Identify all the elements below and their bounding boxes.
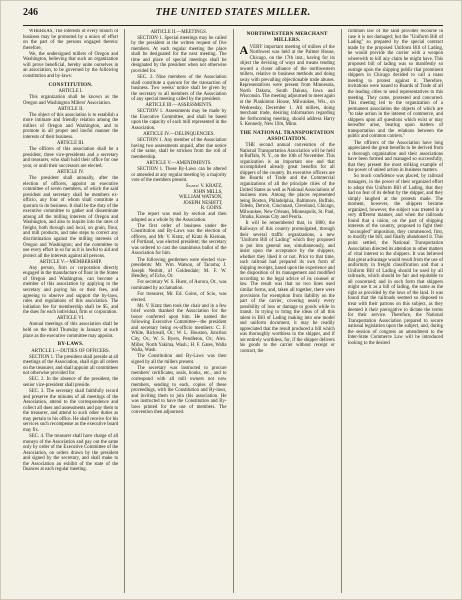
text-columns [23,29,443,593]
masthead-title: THE UNITED STATES MILLER. [155,7,311,18]
paragraph: It will be remembered that, in 1880, the Railways of this country promulgated, through their several traffic organizations, a new "Uniform Bill of Lading" which they proposed to put into general use, simultaneously, and insist upon the acceptance by the shippers, whether they liked it or not. Prior to that time, each railroad had prepared its own form of shipping receipts, based upon the experience and the disposition of its management and modified according to the legal advice of its counsel or law. The result was that no two lines used similar forms, and, taken all together, there were provisions for exemption from liability on the part of the carrier, covering nearly every possibility of loss or damage to goods while in transit. In trying to bring the ideas of all this talent in Bill of Lading making into one model and uniform document, it may be readily appreciated that the result produced a bill which was thoroughly worthless to the shipper, and if not entirely worthless, for, if the shipper delivers his goods to the carrier without receipt or contract, the [239,221,335,355]
signature-line: R. GOINS. [200,206,223,212]
page-number: 246 [23,7,38,18]
paragraph: The officers of the Association have long appreciated the great benefits to be derived from a thorough organization and their associations have been formed and managed so successfully, that they present the most striking example of the power of united action in business matters. [347,140,443,174]
column-divider [233,29,234,593]
paragraph: So much confidence was placed, by railroad managers, in the power of their organized effort to adopt this Uniform Bill of Lading, that they had no fear of its defeat by the shipper, and they simply laughed at the protests made. The moment, however, the shippers became organized, however, the subject was treated in a very different manner, and when the railroads found that a union, on the part of shipping interests of the country, proposed to fight their "uncoupled" imposition, they commenced, first, to modify the bill, and finally abandoned it. This point settled, the National Transportation Association directed its attention to other matters of vital interest to the shippers. It was believed that great advantage would result from the use of uniformity in freight classification and that a Uniform Bill of Lading should be used by all railroads, which should be fair and equitable to all concerned; and in such form that shippers might use it as a bill of lading, the same as the right as provided by the laws of the land. It was found that the railroads seemed so disposed to treat with their patrons on this subject, as they deemed it their prerogative to dictate the terms for their service. Therefore, the National Transportation Association prepared to secure national legislation upon the subject, and, during the session of congress an amendment to the Inter-State Commerce Law will be introduced looking to the desired [347,174,443,346]
paragraph: The president shall annually, after the election of officers, appoint an executive committee of seven members, of which the said president and secretary shall be members ex-officio, any four of whom shall constitute a quorum to do business. It shall be the duty of the executive committee to gather and disseminate among all the milling interests of Oregon and Washington, and also to inquire into the rates of freight, both through and local, on grain, flour, and mill products, and take steps to correct any discrimination against the milling interests of Oregon and Washington; and the committee to use every effort in so far as it is lawful to aid and protect all the interests against all persons. [23,176,119,259]
article-heading: ARTICLE IV. [57,169,85,175]
paragraph: The secretary was instructed to procure members' certificates, seals, books, etc., and to correspond with all mill owners not now members, sending to each, copies of these proceedings, with the Constitution and By-laws, and inviting them to join this association. He was instructed to have the Constitution and By-laws printed for the use of members. The convention then adjourned. [131,365,227,416]
column-1 [23,29,118,593]
article-heading: ARTICLE III. [56,141,85,147]
signature-line: JOHN MILLS, [193,189,223,195]
paragraph: Any person, firm or corporation directly engaged in the manufacture of flour in the States of Oregon and Washington, can become a member of this association by applying to the secretary and paying his or their fees, and agreeing to observe and support the by-laws, rules and regulations of this association. The initiation fee for membership shall be $5, and the dues for each individual, firm or corporation. [23,265,119,316]
paragraph: Annual meetings of this association shall be held on the third Thursday in January at such place as the executive committee may appoint. [23,322,119,339]
paragraph: SECTION 1. These By-Laws can be altered or amended at any regular meeting by a majority vote of the members present. [131,167,227,184]
article-heading: ARTICLE V.—MEMBERSHIP. [39,259,102,265]
paragraph: SEC. 3. The secretary shall faithfully record and preserve the minutes of all meetings of the Association, attend to the correspondence and collect all dues and assessments and pay them to the treasurer, and attend to such other duties as may pertain to his office. He shall receive for his services such recompense as the executive board may fix. [23,389,119,433]
drop-cap: A [239,43,249,57]
paragraph: Mr. V. Kratz then took the chair and in a few brief words thanked the Association for the honor conferred upon him. He named the following Executive Committee—the president and secretary being ex-officio members: C. F. White, Rickreall, Or.; W. L. Houston, Junction City, Or.; W. S. Byers, Pendleton, Or.; Alex. Miller, North Yakima, Wash.; H. F. Gates, Walla Walla, Wash. [131,303,227,354]
paragraph-text: VERY important meeting of millers of the Northwest was held at the Palmer House, Chicago, on the 17th inst., having for its object the devising of ways and means tending toward a closer alliance of the northwestern millers, relative to business methods and doing away with prevailing objectionable trade abuses. Representatives were present from Minnesota, North Dakota, South Dakota, Iowa and Wisconsin. The meeting adjourned to meet again at the Plankinton House, Milwaukee, Wis., on Wednesday, December 1. All millers, doing merchant trade, desiring information regarding the forthcoming meeting, should address Harry S. Kennedy, New Ulm, Minn. [239,44,335,128]
signature-line: Signed: V. KRATZ, [185,184,223,190]
article-heading: ARTICLE V.—AMENDMENTS. [146,160,212,166]
signature-line: WILLIAM WATSON, [179,195,223,201]
paragraph: common law of the land provides recourse in case it is not damaged; but the "Uniform Bill of Lading" so prepared by the special contract made by the proposed Uniform Bill of Lading, he would provide the carrier with a weapon wherewith to kill any claim he might have. This proposed bill of lading was so manifestly so outrage upon the shipping public that prominent shippers in Chicago decided to call a mass meeting to protest against it. Therefore, invitations were issued to Boards of Trade of all the leading cities to send representatives to this meeting. They came, protested and concurred. This meeting led to the organization of a permanent association the objects of which are "to take action in the interest of commerce, and shippers upon all questions which exist or may hereafter arise, bearing upon matters of transportation and the relations between the public and common carriers." [347,29,443,140]
column-4 [348,29,443,593]
column-2 [131,29,226,593]
paragraph: The officers of this association shall be a president, three vice-presidents and a secretary and treasurer, who shall hold their office for one year, or until their successors are elected. [23,147,119,169]
article-headline: NORTHWESTERN MERCHANT MILLERS. [246,31,328,43]
paragraph: SECTION 1. The president shall preside at all meetings of the Association, shall sign all orders on the treasurer, and shall appoint all committees not otherwise provided for. [23,354,119,377]
article-heading: ARTICLE IV.—DELINQUENCIES. [143,132,215,138]
paragraph: SECTION 1. Any member of the Association having two assessments unpaid, after due notice of the same, shall be stricken from the roll of membership. [131,138,227,160]
paragraph: The object of this association is to establish a more intimate and friendly relation among the millers of Oregon and Washington, and to promote in all proper and lawful manner the interests of their business. [23,112,119,140]
article-heading: ARTICLE II.—MEETINGS. [150,29,208,35]
article-heading: ARTICLE III.—ASSESSMENTS. [145,103,213,109]
paragraph: WHEREAS, The interests of every branch of business may be promoted by a union of effort on the part of the persons engaged therein: therefore, [23,29,119,51]
section-heading: BY-LAWS. [57,341,84,348]
article-headline: THE NATIONAL TRANSPORTATION ASSOCIATION. [240,129,335,142]
article-heading: ARTICLE I.—DUTIES OF OFFICERS. [31,348,110,354]
paragraph: This organization shall be known as the Oregon and Washington Millers' Association. [23,95,119,106]
paragraph: The Constitution and By-Laws was then signed by all the millers present. [131,354,227,365]
column-3 [240,29,335,593]
paragraph: SEC. 2. In the absence of the president, the senior vice-president shall preside. [23,377,119,388]
paragraph: The first order of business under the Constitution and By-Laws was the election of officers, and Mr. V. Kratz, of Kratz & Kiernan, of Portland, was elected president; the secretary was ordered to cast the unanimous ballot of the Association for him. [131,223,227,257]
page-header [23,7,443,25]
paragraph: The following gentlemen were elected vice-presidents: Mr. Wm. Watson, of Tacoma; J. Joseph Nesbitt, of Goldendale; M. F. W. Hendley, of Echo, Or. [131,257,227,280]
article-heading: ARTICLE I. [58,89,83,95]
section-heading: CONSTITUTION. [48,81,93,88]
signature-line: JOSEPH NESBITT, [183,200,223,206]
paragraph: SECTION 1. Special meetings may be called by the president at the written request of five members. At each regular meeting the place shall be designated for the next meeting. The time and place of special meetings shall be designated by the president when not otherwise provided for. [131,35,227,74]
paragraph [240,45,335,128]
paragraph: SEC. 2. Nine members of the Association shall constitute a quorum for the transaction of business. Two weeks' notice shall be given by the secretary to all members of the Association of any special meeting called by the president. [131,74,227,103]
paragraph: For secretary W. S. Hurst, of Aurora, Or., was nominated by acclamation. [131,280,227,291]
article-heading: ARTICLE VI. [56,316,85,322]
paragraph: SECTION 1. Assessments may be made by the Executive Committee, and shall be based upon the capacity of each mill represented in the Association. [131,109,227,131]
column-divider [341,29,342,593]
header-rule [23,25,443,26]
paragraph: THE second annual convention of the National Transportation Association will be held at Buffalo, N. Y., on the 10th of November. This organization is an important one and that accomplished already great benefits for all shippers of the country. Its executive officers are the Boards of Trade and the Commercial organizations of all the principle cities of the United States as well as National Associations of business men. Among the places represented being Boston, Philadelphia, Baltimore, Buffalo, Toledo, Detroit, Cincinnati, Cleveland, Chicago, Milwaukee, New Orleans, Minneapolis, St. Paul, Omaha, Kansas City and Peoria. [239,143,335,221]
paragraph: For treasurer, Mr. Ed. Goins, of Scio, was elected. [131,292,227,303]
paragraph: The report was read by section and then adopted as a whole by the Association. [131,211,227,223]
paragraph: SEC. 4. The treasurer shall have charge of all moneys of the Association and pay out the same only by order of the Executive Committee of the Association, on orders drawn by the president and signed by the secretary, and shall make to the Association an exhibit of the state of the finances at each regular meeting. [23,434,119,473]
column-divider [124,29,125,593]
paragraph: We, the undersigned millers of Oregon and Washington, believing that such an organization will prove beneficial, hereby unite ourselves in an association, to be governed by the following constitution and by-laws: [23,51,119,79]
article-heading: ARTICLE II. [57,106,84,112]
